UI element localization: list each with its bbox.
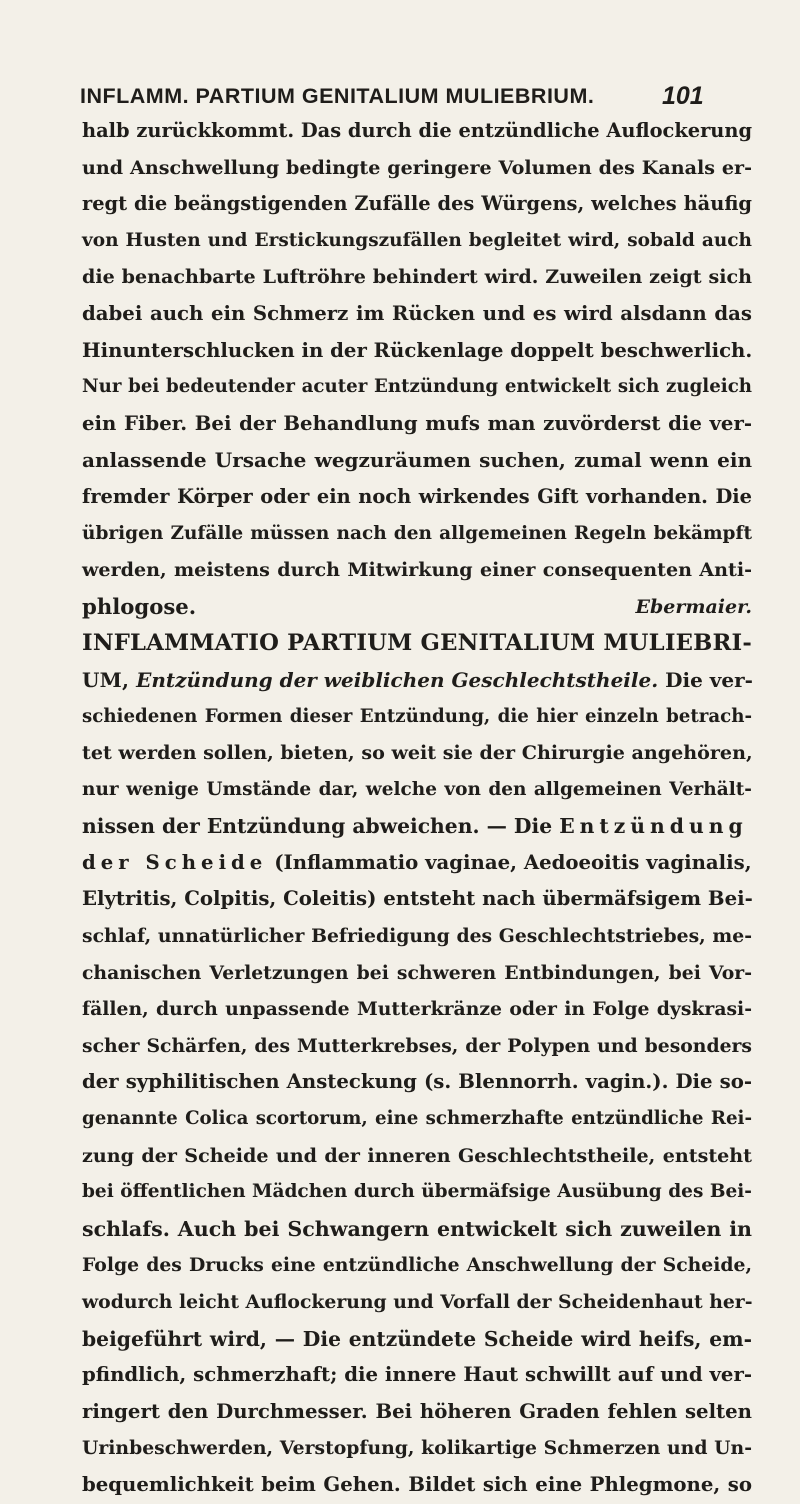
text-line: schlafs. Auch bei Schwangern entwickelt sich zuweilen in	[82, 1216, 752, 1241]
text-line: genannte Colica scortorum, eine schmerzhafte entzündliche Rei-	[82, 1108, 752, 1130]
text-line: nur wenige Umstände dar, welche von den allgemeinen Verhält-	[82, 778, 752, 800]
text-fragment: Die ver-	[658, 667, 753, 692]
author-signature: Ebermaier.	[635, 595, 752, 618]
text-line: übrigen Zufälle müssen nach den allgemeinen Regeln bekämpft	[82, 522, 752, 544]
text-line: pfindlich, schmerzhaft; die innere Haut schwillt auf und ver-	[82, 1363, 752, 1387]
text-line: fällen, durch unpassende Mutterkränze oder in Folge dyskrasi-	[82, 998, 752, 1021]
text-line: der syphilitischen Ansteckung (s. Blennorrh. vagin.). Die so-	[82, 1070, 752, 1094]
text-line: chanischen Verletzungen bei schweren Entbindungen, bei Vor-	[82, 961, 752, 984]
text-line: Urinbeschwerden, Verstopfung, kolikartige Schmerzen und Un-	[82, 1437, 752, 1460]
text-line: ringert den Durchmesser. Bei höheren Graden fehlen selten	[82, 1399, 752, 1423]
heading-um: UM,	[82, 667, 130, 692]
text-line: und Anschwellung bedingte geringere Volumen des Kanals er-	[82, 155, 752, 179]
running-title: INFLAMM. PARTIUM GENITALIUM MULIEBRIUM.	[80, 84, 595, 108]
text-line	[82, 808, 752, 845]
text-line	[82, 845, 752, 882]
text-line: Nur bei bedeutender acuter Entzündung entwickelt sich zugleich	[82, 376, 752, 398]
text-line: Elytritis, Colpitis, Coleitis) entsteht nach übermäfsigem Bei-	[82, 887, 753, 911]
text-line: bei öffentlichen Mädchen durch übermäfsige Ausübung des Bei-	[82, 1181, 752, 1203]
text-line: zung der Scheide und der inneren Geschlechtstheile, entsteht	[82, 1143, 752, 1167]
text-line: von Husten und Erstickungszufällen begleitet wird, sobald auch	[82, 229, 752, 251]
text-line: halb zurückkommt. Das durch die entzündliche Auflockerung	[82, 119, 753, 142]
body-text	[82, 113, 752, 1504]
text-line: ein Fiber. Bei der Behandlung mufs man zuvörderst die ver-	[82, 411, 752, 435]
text-line: regt die beängstigenden Zufälle des Würgens, welches häufig	[82, 192, 752, 216]
text-line: beigeführt wird, — Die entzündete Scheide wird heifs, em-	[82, 1326, 752, 1351]
text-line: Folge des Drucks eine entzündliche Anschwellung der Scheide,	[82, 1254, 752, 1277]
text-line: Hinunterschlucken in der Rückenlage doppelt beschwerlich.	[82, 338, 753, 362]
text-line: werden, meistens durch Mitwirkung einer consequenten Anti-	[82, 558, 752, 582]
spaced-term: der Scheide	[82, 850, 268, 874]
running-header	[80, 84, 752, 109]
text-line: anlassende Ursache wegzuräumen suchen, zumal wenn ein	[82, 448, 752, 473]
text-line: schlaf, unnatürlicher Befriedigung des Geschlechtstriebes, me-	[82, 925, 752, 948]
text-line: schiedenen Formen dieser Entzündung, die hier einzeln betrach-	[82, 705, 752, 727]
text-line-last	[82, 589, 752, 626]
page-number: 101	[662, 82, 704, 110]
text-line: die benachbarte Luftröhre behindert wird. Zuweilen zeigt sich	[82, 265, 752, 289]
text-line: dabei auch ein Schmerz im Rücken und es wird alsdann das	[82, 301, 752, 325]
text-line: tet werden sollen, bieten, so weit sie der Chirurgie angehören,	[82, 741, 753, 765]
text-line: wodurch leicht Auflockerung und Vorfall der Scheidenhaut her-	[82, 1291, 753, 1313]
text-fragment: nissen der Entzündung abweichen. — Die	[82, 814, 553, 839]
article-heading-cont	[82, 662, 752, 699]
text-line: fremder Körper oder ein noch wirkendes Gift vorhanden. Die	[82, 484, 752, 508]
spaced-term: Entzündung	[559, 814, 748, 839]
german-heading: Entzündung der weiblichen Geschlechtstheile.	[136, 667, 659, 692]
article-heading: INFLAMMATIO PARTIUM GENITALIUM MULIEBRI-	[82, 630, 752, 657]
text-line: scher Schärfen, des Mutterkrebses, der Polypen und besonders	[82, 1034, 752, 1057]
text-fragment: (Inflammatio vaginae, Aedoeoitis vaginalis,	[267, 850, 752, 874]
text-line: bequemlichkeit beim Gehen. Bildet sich eine Phlegmone, so	[82, 1472, 752, 1496]
paragraph-end: phlogose.	[82, 593, 197, 619]
